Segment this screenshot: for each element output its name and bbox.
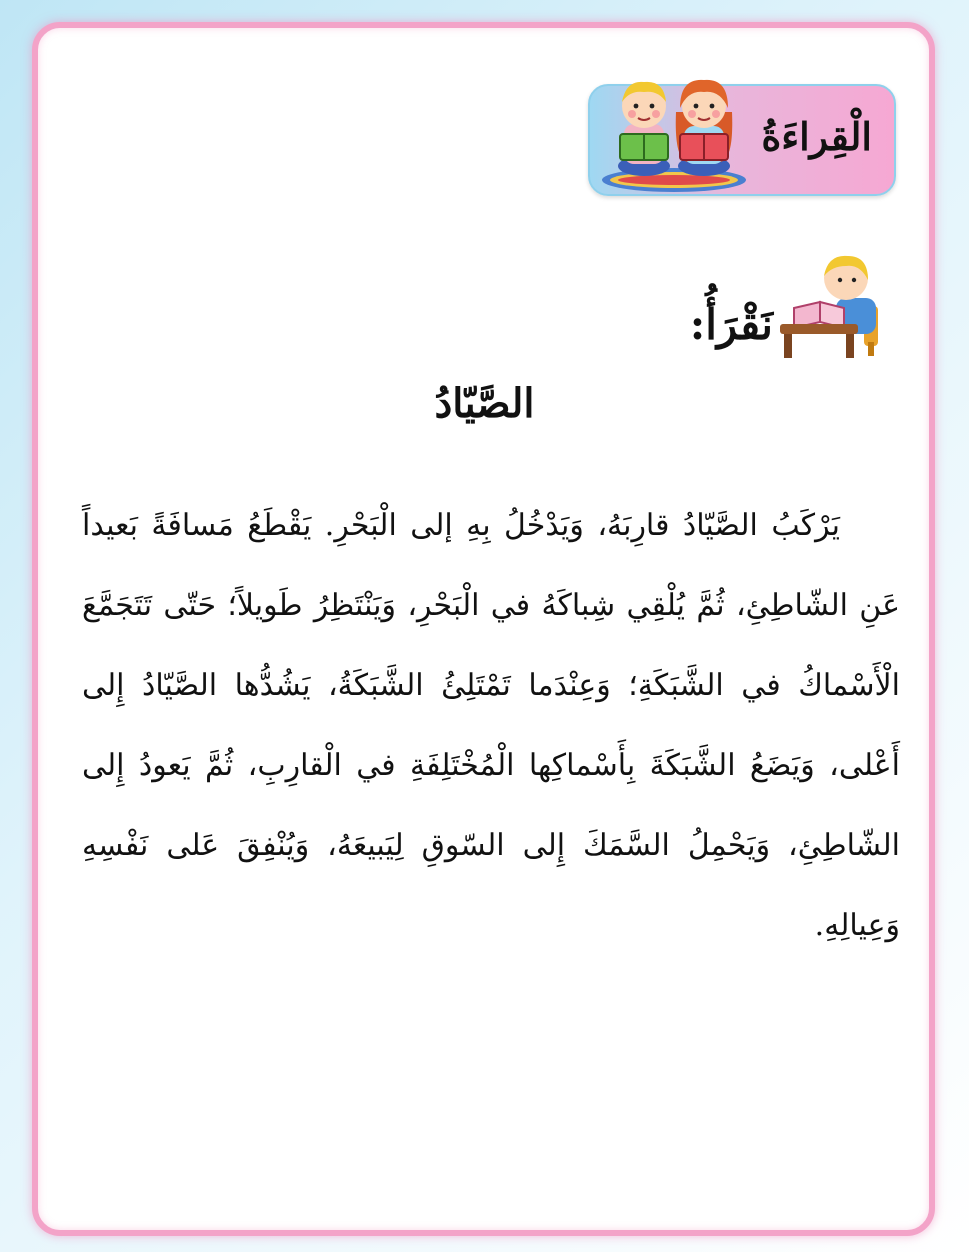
story-title: الصَّيّادُ: [434, 380, 535, 427]
banner-title: الْقِراءَةُ: [761, 114, 872, 159]
section-heading: نَقْرَأُ:: [689, 300, 773, 349]
children-reading-icon: [596, 72, 746, 196]
section-banner: [588, 84, 896, 196]
child-reading-at-desk-icon: [774, 252, 894, 360]
story-paragraph: يَرْكَبُ الصَّيّادُ قارِبَهُ، وَيَدْخُلُ بِهِ إلى الْبَحْرِ. يَقْطَعُ مَسافَةً بَعيداً عَنِ الشّاطِئِ، ثُمَّ يُلْقِي شِباكَهُ في الْبَحْرِ، وَيَنْتَظِرُ طَويلاً؛ حَتّى تَتَجَمَّعَ الْأَسْماكُ في الشَّبَكَةِ؛ وَعِنْدَما تَمْتَلِئُ الشَّبَكَةُ، يَشُدُّها الصَّيّادُ إِلى أَعْلى، وَيَضَعُ الشَّبَكَةَ بِأَسْماكِها الْمُخْتَلِفَةِ في الْقارِبِ، ثُمَّ يَعودُ إِلى الشّاطِئِ، وَيَحْمِلُ السَّمَكَ إِلى السّوقِ لِيَبيعَهُ، وَيُنْفِقَ عَلى نَفْسِهِ وَعِيالِهِ.: [82, 508, 900, 943]
